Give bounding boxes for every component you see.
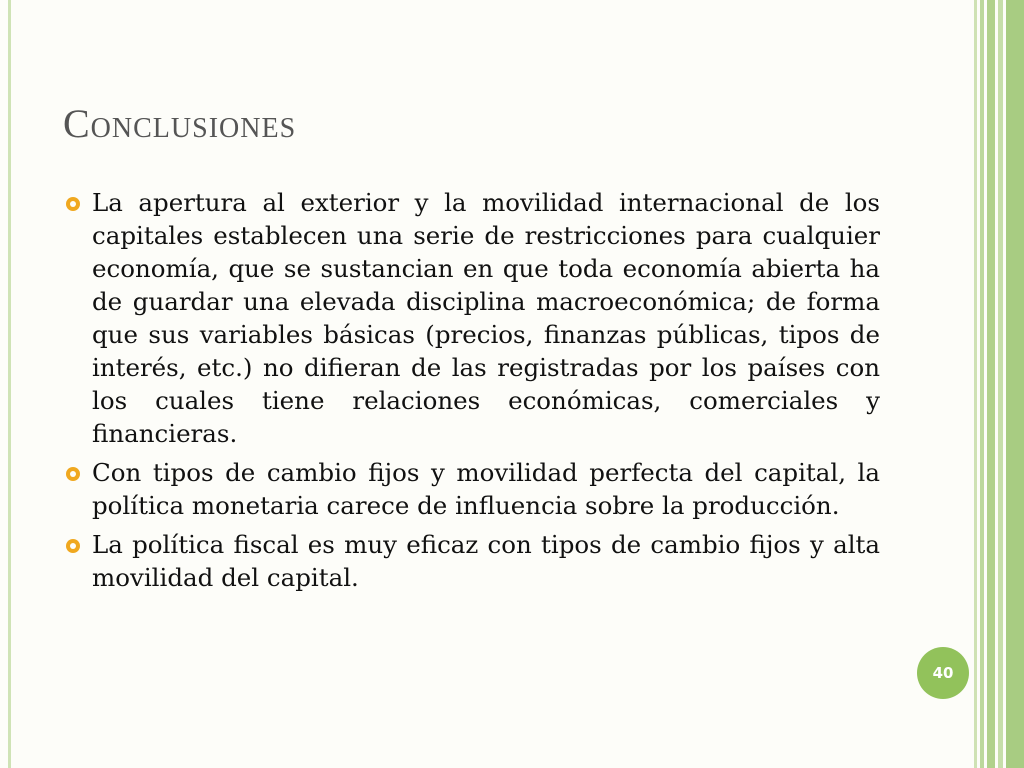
decor-bar xyxy=(987,0,995,768)
bullet-item xyxy=(60,528,880,594)
decor-bar xyxy=(974,0,977,768)
right-decorative-bars xyxy=(974,0,1024,768)
decor-bar xyxy=(1006,0,1024,768)
bullet-ring-icon xyxy=(64,195,82,213)
bullet-item xyxy=(60,186,880,450)
decor-bar xyxy=(998,0,1003,768)
left-decorative-rule xyxy=(8,0,11,768)
bullet-text: La política fiscal es muy eficaz con tipos de cambio fijos y alta movilidad del capital. xyxy=(92,530,880,592)
bullet-ring-icon xyxy=(64,465,82,483)
page-number-badge: 40 xyxy=(917,647,969,699)
slide-title: Conclusiones xyxy=(63,101,297,146)
decor-bar xyxy=(980,0,984,768)
bullet-text: La apertura al exterior y la movilidad internacional de los capitales establecen una serie de restricciones para cualquier economía, que se sustancian en que toda economía abierta ha de guardar una elevada disciplina macroeconómica; de forma que sus variables básicas (precios, finanzas públicas, tipos de interés, etc.) no difieran de las registradas por los países con los cuales tiene relaciones económicas, comerciales y financieras. xyxy=(92,188,880,448)
bullet-text: Con tipos de cambio fijos y movilidad perfecta del capital, la política monetaria carece de influencia sobre la producción. xyxy=(92,458,880,520)
bullet-list xyxy=(60,186,880,600)
bullet-ring-icon xyxy=(64,537,82,555)
bullet-item xyxy=(60,456,880,522)
